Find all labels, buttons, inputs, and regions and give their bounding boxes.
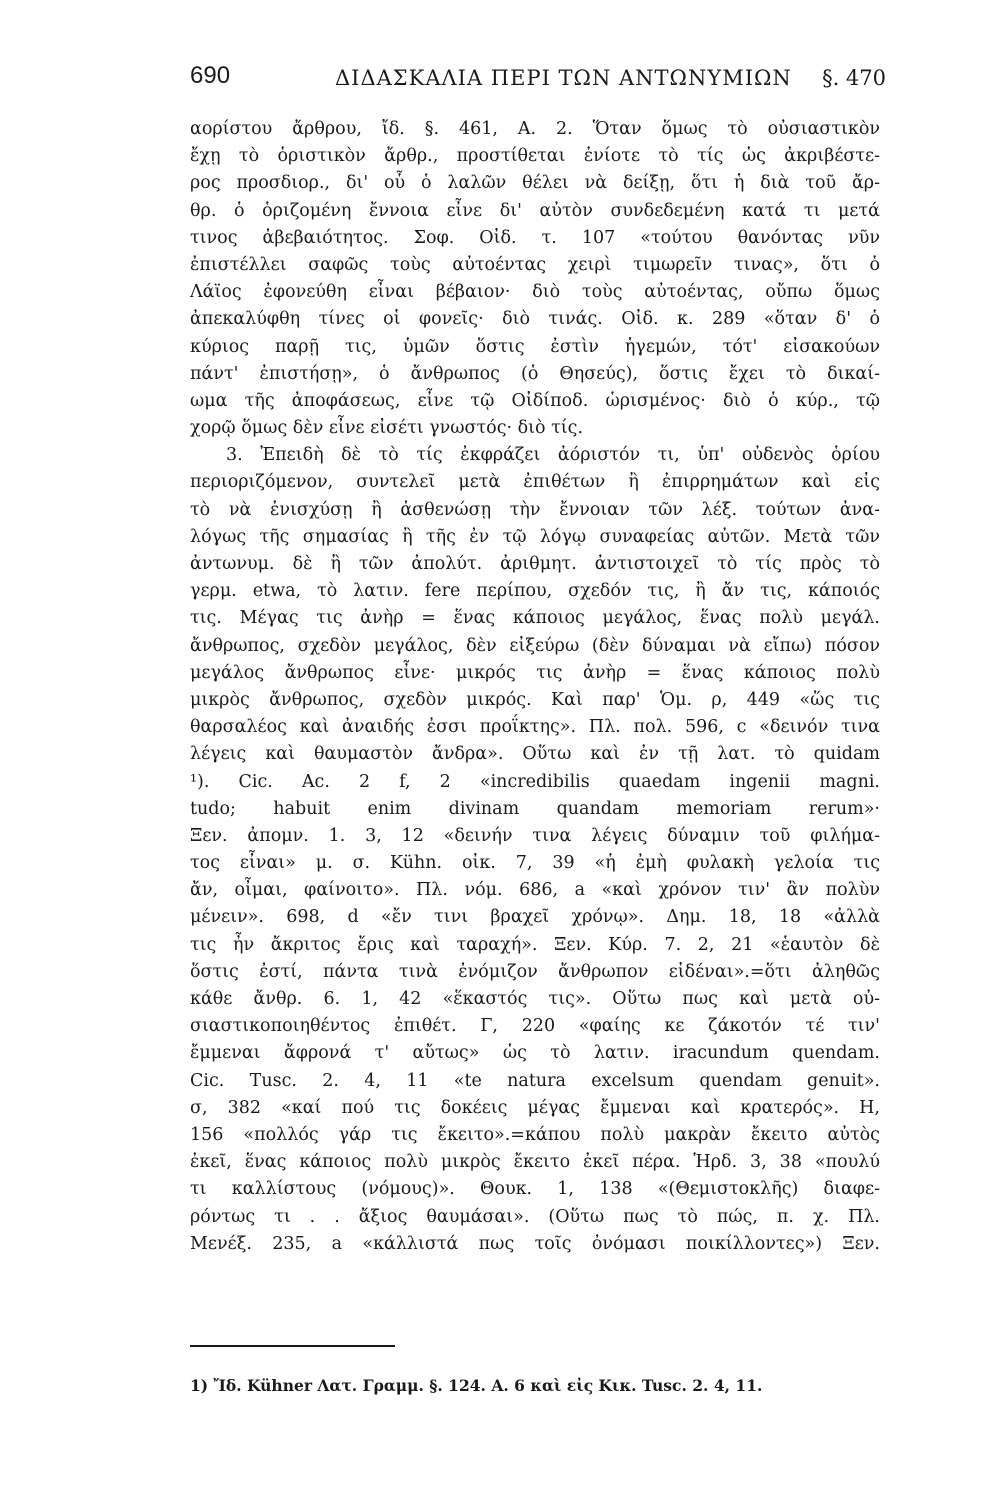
text-line: γερμ. etwa, τὸ λατιν. fere περίπου, σχεδόν τις, ἢ ἄν τις, κάποιός — [190, 581, 880, 602]
text-line: κάθε ἄνθρ. 6. 1, 42 «ἕκαστός τις». Οὕτω πως καὶ μετὰ οὐ- — [190, 989, 880, 1009]
text-line: ρος προσδιορ., δι' οὗ ὁ λαλῶν θέλει νὰ δείξῃ, ὅτι ἡ διὰ τοῦ ἄρ- — [190, 173, 880, 194]
text-line: 156 «πολλός γάρ τις ἔκειτο».=κάπου πολὺ μακρὰν ἔκειτο αὐτὸς — [190, 1124, 880, 1145]
text-line: μένειν». 698, d «ἔν τινι βραχεῖ χρόνῳ». Δημ. 18, 18 «ἀλλὰ — [190, 907, 880, 928]
text-line: σ, 382 «καί πού τις δοκέεις μέγας ἔμμεναι καὶ κρατερός». Η, — [190, 1097, 880, 1118]
text-line: ἄνθρωπος, σχεδὸν μεγάλος, δὲν εἰξεύρω (δὲν δύναμαι νὰ εἴπω) πόσον — [190, 635, 880, 656]
text-line: ἐπιστέλλει σαφῶς τοὺς αὐτοέντας χειρὶ τιμωρεῖν τινας», ὅτι ὁ — [190, 254, 880, 275]
footnote-rule — [190, 1345, 395, 1347]
text-line: ἀντωνυμ. δὲ ἢ τῶν ἀπολύτ. ἀριθμητ. ἀντιστοιχεῖ τὸ τίς πρὸς τὸ — [190, 554, 880, 574]
body-text — [190, 116, 880, 1285]
text-line: πάντ' ἐπιστήσῃ», ὁ ἄνθρωπος (ὁ Θησεύς), ὅστις ἔχει τὸ δικαί- — [190, 363, 880, 384]
text-line: Λάϊος ἐφονεύθη εἶναι βέβαιον· διὸ τοὺς αὐτοέντας, οὔπω ὅμως — [190, 282, 880, 303]
text-line: ἐκεῖ, ἕνας κάποιος πολὺ μικρὸς ἔκειτο ἐκεῖ πέρα. Ἡρδ. 3, 38 «πουλύ — [190, 1152, 880, 1173]
text-line: ἀπεκαλύφθη τίνες οἱ φονεῖς· διὸ τινάς. Οἰδ. κ. 289 «ὅταν δ' ὁ — [190, 309, 880, 330]
text-line: ¹). Cic. Ac. 2 f, 2 «incredibilis quaedam ingenii magni. — [190, 771, 880, 792]
text-line: ἔμμεναι ἄφρονά τ' αὔτως» ὡς τὸ λατιν. iracundum quendam. — [190, 1043, 880, 1064]
running-head — [190, 62, 890, 102]
text-line: ἄν, οἶμαι, φαίνοιτο». Πλ. νόμ. 686, a «καὶ χρόνον τιν' ἂν πολὺν — [190, 880, 880, 901]
paragraph-start-line: 3. Ἐπειδὴ δὲ τὸ τίς ἐκφράζει ἀόριστόν τι, ὑπ' οὐδενὸς ὁρίου — [226, 445, 880, 466]
text-line: μικρὸς ἄνθρωπος, σχεδὸν μικρός. Καὶ παρ' Ὁμ. ρ, 449 «ὥς τις — [190, 689, 880, 710]
text-line: ἔχῃ τὸ ὁριστικὸν ἄρθρ., προστίθεται ἐνίοτε τὸ τίς ὡς ἀκριβέστε- — [190, 146, 880, 167]
text-line: χορῷ ὅμως δὲν εἶνε εἰσέτι γνωστός· διὸ τίς. — [190, 418, 584, 439]
text-line: τινος ἀβεβαιότητος. Σοφ. Οἰδ. τ. 107 «τούτου θανόντας νῦν — [190, 227, 880, 248]
text-line: ὅστις ἐστί, πάντα τινὰ ἐνόμιζον ἄνθρωπον εἰδέναι».=ὅτι ἀληθῶς — [190, 961, 880, 982]
text-line: σιαστικοποιηθέντος ἐπιθέτ. Γ, 220 «φαίης κε ζάκοτόν τέ τιν' — [190, 1016, 880, 1037]
page-number: 690 — [190, 62, 231, 89]
text-line: τις. Μέγας τις ἀνὴρ = ἕνας κάποιος μεγάλος, ἕνας πολὺ μεγάλ. — [190, 608, 880, 629]
text-line: αορίστου ἄρθρου, ἴδ. §. 461, Α. 2. Ὅταν ὅμως τὸ οὐσιαστικὸν — [190, 119, 880, 139]
text-line: περιοριζόμενον, συντελεῖ μετὰ ἐπιθέτων ἢ ἐπιρρημάτων καὶ εἰς — [190, 472, 880, 493]
running-title: ΔΙΔΑΣΚΑΛΙΑ ΠΕΡΙ ΤΩΝ ΑΝΤΩΝΥΜΙΩΝ — [335, 66, 792, 90]
text-line: λέγεις καὶ θαυμαστὸν ἄνδρα». Οὕτω καὶ ἐν τῇ λατ. τὸ quidam — [190, 744, 880, 765]
text-line: κύριος παρῇ τις, ὑμῶν ὅστις ἐστὶν ἡγεμών, τότ' εἰσακούων — [190, 336, 880, 357]
text-line — [190, 1258, 880, 1285]
footnote: 1) Ἴδ. Kühner Λατ. Γραμμ. §. 124. Α. 6 καὶ εἰς Κικ. Tusc. 2. 4, 11. — [190, 1376, 763, 1395]
text-line: θαρσαλέος καὶ ἀναιδής ἐσσι προΐκτης». Πλ. πολ. 596, c «δεινόν τινα — [190, 717, 880, 738]
text-line: ρόντως τι . . ἄξιος θαυμάσαι». (Οὕτω πως τὸ πώς, π. χ. Πλ. — [190, 1206, 880, 1227]
text-line: λόγως τῆς σημασίας ἢ τῆς ἐν τῷ λόγῳ συναφείας αὐτῶν. Μετὰ τῶν — [190, 526, 880, 547]
text-line: θρ. ὁ ὁριζομένη ἔννοια εἶνε δι' αὐτὸν συνδεδεμένη κατά τι μετά — [190, 200, 880, 221]
text-line: ωμα τῆς ἀποφάσεως, εἶνε τῷ Οἰδίποδ. ὡρισμένος· διὸ ὁ κύρ., τῷ — [190, 390, 880, 411]
text-line: μεγάλος ἄνθρωπος εἶνε· μικρός τις ἀνὴρ = ἕνας κάποιος πολὺ — [190, 662, 880, 683]
text-line: τις ἦν ἄκριτος ἔρις καὶ ταραχή». Ξεν. Κύρ. 7. 2, 21 «ἑαυτὸν δὲ — [190, 934, 880, 955]
text-line: τος εἶναι» μ. σ. Kühn. οἰκ. 7, 39 «ἡ ἐμὴ φυλακὴ γελοία τις — [190, 853, 880, 874]
text-line: Cic. Tusc. 2. 4, 11 «te natura excelsum quendam genuit». — [190, 1070, 880, 1091]
text-line: Μενέξ. 235, a «κάλλιστά πως τοῖς ὀνόμασι ποικίλλοντες») Ξεν. — [190, 1233, 880, 1254]
section-number: §. 470 — [822, 66, 886, 90]
text-line: Ξεν. ἀπομν. 1. 3, 12 «δεινήν τινα λέγεις δύναμιν τοῦ φιλήμα- — [190, 825, 880, 846]
text-line: τὸ νὰ ἐνισχύσῃ ἢ ἀσθενώσῃ τὴν ἔννοιαν τῶν λέξ. τούτων ἀνα- — [190, 499, 880, 520]
text-line: tudo; habuit enim divinam quandam memoriam rerum»· — [190, 798, 880, 819]
text-line: τι καλλίστους (νόμους)». Θουκ. 1, 138 «(Θεμιστοκλῆς) διαφε- — [190, 1179, 880, 1200]
